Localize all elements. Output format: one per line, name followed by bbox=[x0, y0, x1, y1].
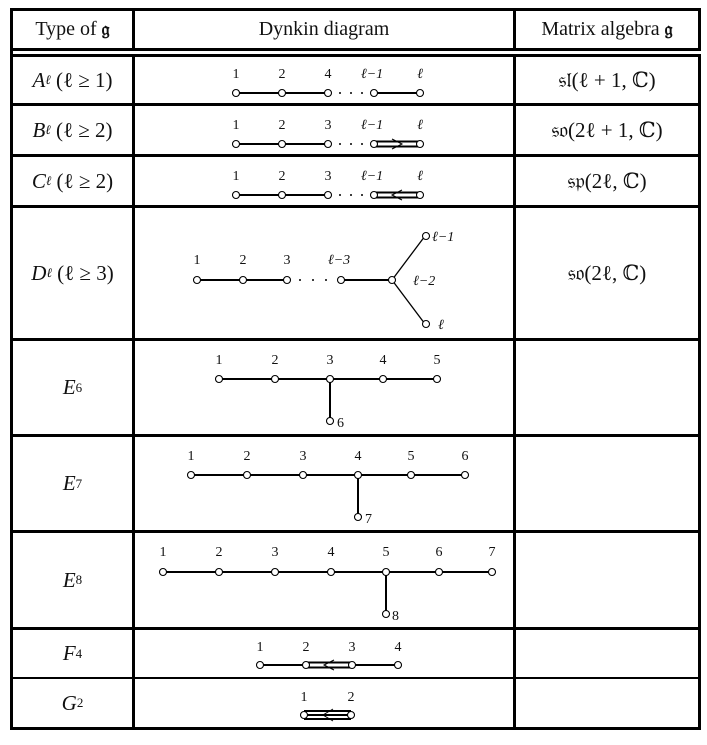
header-type-symbol: 𝔤 bbox=[101, 19, 110, 40]
svg-text:ℓ−1: ℓ−1 bbox=[432, 230, 455, 245]
svg-text:2: 2 bbox=[271, 353, 279, 368]
type-subscript: ℓ bbox=[45, 173, 52, 188]
svg-text:6: 6 bbox=[435, 545, 443, 560]
svg-text:4: 4 bbox=[324, 67, 332, 82]
matrix-algebra-value: 𝔰𝔩(ℓ + 1, ℂ) bbox=[558, 67, 656, 92]
header-type-label: Type of bbox=[35, 18, 97, 40]
type-subscript: 6 bbox=[75, 379, 83, 395]
svg-text:2: 2 bbox=[278, 67, 286, 82]
type-subscript: ℓ bbox=[45, 72, 51, 87]
type-subscript: 4 bbox=[75, 645, 83, 661]
svg-text:1: 1 bbox=[232, 67, 240, 82]
svg-text:2: 2 bbox=[243, 449, 251, 464]
type-subscript: 8 bbox=[75, 572, 83, 587]
type-condition: (ℓ ≥ 1) bbox=[55, 67, 113, 92]
svg-text:2: 2 bbox=[278, 118, 286, 133]
svg-text:ℓ−1: ℓ−1 bbox=[360, 169, 384, 184]
type-subscript: 2 bbox=[76, 695, 84, 710]
type-condition: (ℓ ≥ 3) bbox=[57, 260, 114, 285]
type-letter: G bbox=[61, 690, 77, 715]
svg-text:ℓ−1: ℓ−1 bbox=[360, 67, 384, 82]
svg-text:3: 3 bbox=[324, 118, 332, 133]
type-letter: D bbox=[31, 260, 47, 285]
svg-text:6: 6 bbox=[337, 416, 344, 431]
type-subscript: ℓ bbox=[45, 122, 51, 137]
svg-text:ℓ−1: ℓ−1 bbox=[360, 118, 384, 133]
svg-text:2: 2 bbox=[239, 253, 247, 268]
svg-text:1: 1 bbox=[215, 353, 223, 368]
type-letter: C bbox=[31, 168, 46, 193]
type-letter: B bbox=[32, 117, 46, 142]
svg-text:1: 1 bbox=[300, 690, 308, 705]
dynkin-e7 bbox=[188, 449, 469, 527]
dynkin-b bbox=[233, 118, 424, 149]
svg-text:ℓ: ℓ bbox=[417, 118, 423, 133]
type-letter: E bbox=[62, 375, 76, 399]
svg-text:ℓ−2: ℓ−2 bbox=[413, 274, 436, 289]
svg-text:6: 6 bbox=[461, 449, 469, 464]
svg-text:5: 5 bbox=[407, 449, 415, 464]
header-matrix-label: Matrix algebra bbox=[541, 18, 660, 40]
type-letter: A bbox=[32, 67, 46, 92]
type-subscript: ℓ bbox=[46, 265, 52, 280]
type-letter: E bbox=[62, 567, 76, 592]
dynkin-a bbox=[233, 67, 424, 97]
svg-text:1: 1 bbox=[193, 253, 201, 268]
svg-text:5: 5 bbox=[433, 353, 441, 368]
svg-text:1: 1 bbox=[232, 169, 240, 184]
svg-text:ℓ: ℓ bbox=[417, 67, 423, 82]
svg-text:7: 7 bbox=[488, 545, 496, 560]
svg-text:4: 4 bbox=[379, 353, 387, 368]
svg-text:4: 4 bbox=[354, 449, 362, 464]
svg-text:3: 3 bbox=[271, 545, 279, 560]
dynkin-g2 bbox=[301, 690, 355, 721]
svg-text:3: 3 bbox=[299, 449, 307, 464]
svg-text:7: 7 bbox=[365, 512, 372, 527]
svg-text:8: 8 bbox=[392, 609, 399, 624]
svg-text:ℓ: ℓ bbox=[438, 318, 444, 333]
header-dynkin-label: Dynkin diagram bbox=[258, 18, 390, 40]
svg-text:ℓ: ℓ bbox=[417, 169, 423, 184]
svg-text:2: 2 bbox=[302, 640, 310, 655]
svg-text:2: 2 bbox=[215, 545, 223, 560]
svg-text:ℓ−3: ℓ−3 bbox=[327, 253, 351, 268]
svg-text:3: 3 bbox=[348, 640, 356, 655]
type-letter: E bbox=[62, 471, 76, 495]
svg-text:2: 2 bbox=[278, 169, 286, 184]
svg-text:3: 3 bbox=[324, 169, 332, 184]
dynkin-e6 bbox=[216, 353, 441, 431]
matrix-algebra-value: 𝔰𝔬(2ℓ + 1, ℂ) bbox=[551, 117, 663, 142]
matrix-algebra-value: 𝔰𝔭(2ℓ, ℂ) bbox=[567, 168, 647, 193]
svg-text:2: 2 bbox=[347, 690, 355, 705]
type-condition: (ℓ ≥ 2) bbox=[55, 117, 113, 142]
header-matrix-symbol: 𝔤 bbox=[664, 19, 673, 40]
svg-text:3: 3 bbox=[326, 353, 334, 368]
svg-text:4: 4 bbox=[394, 640, 402, 655]
dynkin-c bbox=[233, 169, 424, 200]
svg-text:1: 1 bbox=[232, 118, 240, 133]
type-subscript: 7 bbox=[75, 475, 83, 491]
svg-text:3: 3 bbox=[283, 253, 291, 268]
matrix-algebra-value: 𝔰𝔬(2ℓ, ℂ) bbox=[567, 260, 647, 285]
type-letter: F bbox=[62, 641, 76, 665]
dynkin-f4 bbox=[257, 640, 402, 670]
svg-text:5: 5 bbox=[382, 545, 390, 560]
type-condition: (ℓ ≥ 2) bbox=[56, 168, 114, 193]
svg-text:1: 1 bbox=[187, 449, 195, 464]
svg-text:1: 1 bbox=[159, 545, 167, 560]
dynkin-d bbox=[194, 230, 455, 333]
dynkin-e8 bbox=[160, 545, 496, 624]
svg-text:4: 4 bbox=[327, 545, 335, 560]
svg-text:1: 1 bbox=[256, 640, 264, 655]
